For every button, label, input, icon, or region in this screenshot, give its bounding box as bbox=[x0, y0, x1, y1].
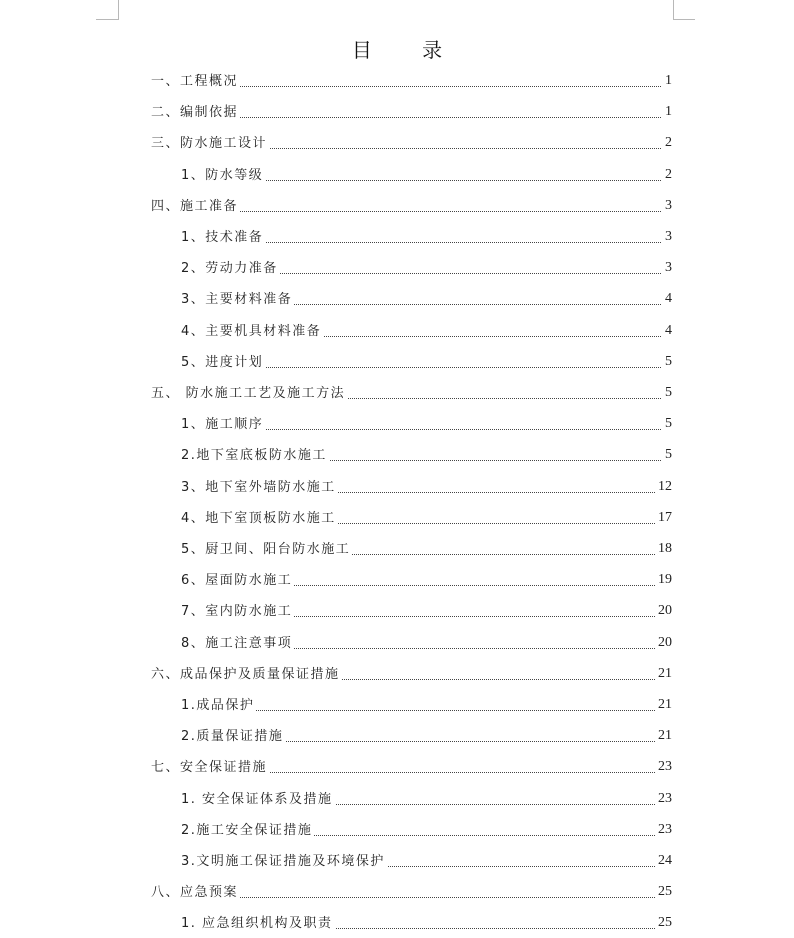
toc-entry[interactable] bbox=[0, 820, 794, 842]
toc-entry[interactable] bbox=[0, 133, 794, 155]
toc-entry-label: 四、施工准备 bbox=[151, 195, 240, 214]
toc-entry[interactable] bbox=[0, 258, 794, 280]
toc-page-number: 21 bbox=[658, 728, 672, 744]
toc-page-number: 19 bbox=[658, 572, 672, 588]
toc-entry-label: 八、应急预案 bbox=[151, 881, 240, 900]
toc-entry[interactable] bbox=[0, 851, 794, 873]
toc-page-number: 24 bbox=[658, 853, 672, 868]
toc-entry[interactable] bbox=[0, 664, 794, 686]
toc-entry[interactable] bbox=[0, 882, 794, 904]
toc-entry-label: 3、主要材料准备 bbox=[181, 288, 294, 307]
toc-page-number: 18 bbox=[658, 541, 672, 556]
toc-entry[interactable] bbox=[0, 445, 794, 467]
toc-title: 目 录 bbox=[351, 38, 465, 62]
toc-entry[interactable] bbox=[0, 633, 794, 655]
toc-entry[interactable] bbox=[0, 383, 794, 405]
toc-entry-label: 2.质量保证措施 bbox=[181, 725, 285, 744]
toc-entry-label: 3、地下室外墙防水施工 bbox=[181, 476, 338, 495]
toc-page-number: 23 bbox=[658, 790, 672, 806]
toc-entry[interactable] bbox=[0, 165, 794, 187]
toc-entry[interactable] bbox=[0, 508, 794, 530]
toc-entry-label: 1、技术准备 bbox=[181, 226, 265, 245]
toc-page-number: 25 bbox=[658, 884, 672, 900]
toc-entry-label: 5、进度计划 bbox=[181, 351, 265, 370]
toc-entry[interactable] bbox=[0, 757, 794, 779]
toc-page-number: 17 bbox=[658, 509, 672, 525]
toc-entry[interactable] bbox=[0, 539, 794, 561]
toc-page-number: 4 bbox=[665, 322, 672, 338]
toc-page-number: 21 bbox=[658, 665, 672, 681]
toc-page-number: 5 bbox=[665, 385, 672, 400]
toc-page-number: 5 bbox=[665, 416, 672, 432]
toc-page-number: 4 bbox=[665, 291, 672, 307]
toc-entry[interactable] bbox=[0, 227, 794, 249]
toc-entry-label: 7、室内防水施工 bbox=[181, 600, 294, 619]
toc-entry-label: 5、厨卫间、阳台防水施工 bbox=[181, 538, 352, 557]
toc-entry-label: 七、安全保证措施 bbox=[151, 756, 269, 775]
toc-entry-label: 8、施工注意事项 bbox=[181, 632, 294, 651]
toc-entry-label: 2.地下室底板防水施工 bbox=[181, 444, 329, 463]
toc-entry[interactable] bbox=[0, 352, 794, 374]
toc-page-number: 1 bbox=[665, 104, 672, 120]
toc-entry-label: 六、成品保护及质量保证措施 bbox=[151, 663, 342, 682]
toc-page-number: 5 bbox=[665, 353, 672, 369]
toc-entry[interactable] bbox=[0, 477, 794, 499]
toc-page-number: 3 bbox=[665, 197, 672, 213]
toc-entry[interactable] bbox=[0, 913, 794, 935]
toc-entry-label: 2.施工安全保证措施 bbox=[181, 819, 314, 838]
toc-entry[interactable] bbox=[0, 289, 794, 311]
toc-entry-label: 4、地下室顶板防水施工 bbox=[181, 507, 338, 526]
toc-page-number: 20 bbox=[658, 634, 672, 650]
toc-entry-label: 一、工程概况 bbox=[151, 70, 240, 89]
toc-page-number: 25 bbox=[658, 915, 672, 931]
toc-page-number: 3 bbox=[665, 229, 672, 244]
toc-entry-label: 2、劳动力准备 bbox=[181, 257, 280, 276]
toc-entry[interactable] bbox=[0, 601, 794, 623]
toc-entry[interactable] bbox=[0, 196, 794, 218]
toc-entry-label: 1. 应急组织机构及职责 bbox=[181, 912, 335, 931]
toc-page-number: 23 bbox=[658, 759, 672, 775]
toc-page-number: 5 bbox=[665, 447, 672, 463]
toc-page-number: 3 bbox=[665, 260, 672, 276]
toc-entry-label: 三、防水施工设计 bbox=[151, 132, 269, 151]
toc-entry-label: 4、主要机具材料准备 bbox=[181, 320, 323, 339]
toc-entry[interactable] bbox=[0, 789, 794, 811]
toc-entry[interactable] bbox=[0, 570, 794, 592]
toc-entry-label: 6、屋面防水施工 bbox=[181, 569, 294, 588]
toc-entry-label: 3.文明施工保证措施及环境保护 bbox=[181, 850, 387, 869]
toc-entry-label: 1、防水等级 bbox=[181, 164, 265, 183]
toc-entry[interactable] bbox=[0, 726, 794, 748]
toc-entry[interactable] bbox=[0, 71, 794, 93]
toc-entry-label: 二、编制依据 bbox=[151, 101, 240, 120]
toc-page-number: 2 bbox=[665, 135, 672, 151]
toc-entry[interactable] bbox=[0, 321, 794, 343]
toc-entry-label: 1.成品保护 bbox=[181, 694, 256, 713]
toc-page-number: 1 bbox=[665, 73, 672, 88]
toc-page-number: 20 bbox=[658, 603, 672, 619]
toc-page-number: 21 bbox=[658, 697, 672, 712]
toc-entry-label: 1. 安全保证体系及措施 bbox=[181, 788, 335, 807]
toc-entry[interactable] bbox=[0, 102, 794, 124]
toc-entry[interactable] bbox=[0, 414, 794, 436]
toc-page-number: 23 bbox=[658, 821, 672, 837]
toc-page-number: 12 bbox=[658, 478, 672, 494]
toc-entry-label: 五、 防水施工工艺及施工方法 bbox=[151, 382, 347, 401]
toc-entry[interactable] bbox=[0, 695, 794, 717]
toc-entry-label: 1、施工顺序 bbox=[181, 413, 265, 432]
toc-page-number: 2 bbox=[665, 166, 672, 182]
